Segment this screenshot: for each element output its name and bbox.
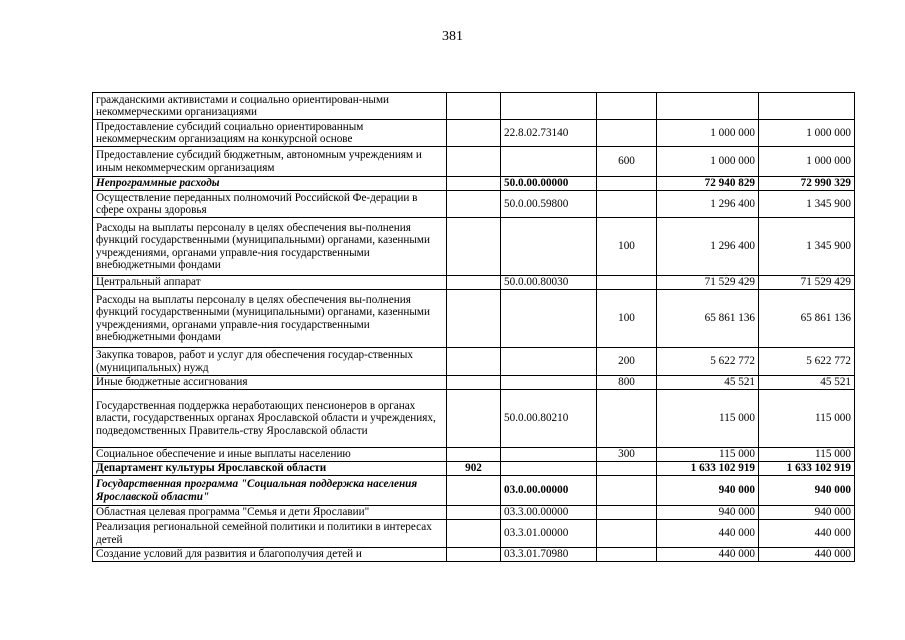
dept-code-cell xyxy=(447,448,501,462)
dept-code-cell xyxy=(447,147,501,177)
amount-year2-cell: 440 000 xyxy=(759,548,855,562)
expense-kind-cell xyxy=(597,177,657,191)
expense-kind-cell xyxy=(597,462,657,476)
expense-kind-cell: 100 xyxy=(597,218,657,276)
table-row xyxy=(93,93,855,120)
target-article-cell: 03.3.01.00000 xyxy=(501,520,597,548)
expense-kind-cell xyxy=(597,276,657,290)
amount-year1-cell: 115 000 xyxy=(657,448,759,462)
amount-year1-cell xyxy=(657,93,759,120)
amount-year2-cell: 940 000 xyxy=(759,476,855,506)
table-row xyxy=(93,147,855,177)
budget-table xyxy=(92,92,855,562)
amount-year1-cell: 65 861 136 xyxy=(657,290,759,348)
expense-kind-cell: 800 xyxy=(597,376,657,390)
amount-year1-cell: 940 000 xyxy=(657,476,759,506)
amount-year2-cell: 71 529 429 xyxy=(759,276,855,290)
target-article-cell: 50.0.00.00000 xyxy=(501,177,597,191)
expense-kind-cell: 300 xyxy=(597,448,657,462)
expense-kind-cell xyxy=(597,390,657,448)
expense-kind-cell xyxy=(597,548,657,562)
amount-year2-cell: 65 861 136 xyxy=(759,290,855,348)
item-name-cell: Осуществление переданных полномочий Российской Фе-дерации в сфере охраны здоровья xyxy=(93,191,447,218)
dept-code-cell xyxy=(447,218,501,276)
table-row xyxy=(93,520,855,548)
item-name-cell: Расходы на выплаты персоналу в целях обеспечения вы-полнения функций государственными (муниципальными) органами, казенными учреждениями, органами управле-ния государственными внебюджетными фондами xyxy=(93,218,447,276)
amount-year1-cell: 1 296 400 xyxy=(657,218,759,276)
expense-kind-cell: 200 xyxy=(597,348,657,376)
target-article-cell xyxy=(501,147,597,177)
target-article-cell xyxy=(501,218,597,276)
amount-year1-cell: 1 000 000 xyxy=(657,120,759,147)
target-article-cell xyxy=(501,348,597,376)
amount-year2-cell: 440 000 xyxy=(759,520,855,548)
item-name-cell: Государственная поддержка неработающих пенсионеров в органах власти, государственных органах Ярославской области и учреждениях, подведомственных Правитель-ству Ярославской области xyxy=(93,390,447,448)
table-row xyxy=(93,506,855,520)
amount-year2-cell: 1 000 000 xyxy=(759,120,855,147)
dept-code-cell xyxy=(447,506,501,520)
amount-year2-cell: 1 345 900 xyxy=(759,218,855,276)
amount-year2-cell: 45 521 xyxy=(759,376,855,390)
dept-code-cell xyxy=(447,390,501,448)
dept-code-cell xyxy=(447,276,501,290)
amount-year1-cell: 1 633 102 919 xyxy=(657,462,759,476)
target-article-cell xyxy=(501,448,597,462)
dept-code-cell xyxy=(447,348,501,376)
target-article-cell: 50.0.00.80030 xyxy=(501,276,597,290)
table-row xyxy=(93,462,855,476)
item-name-cell: Непрограммные расходы xyxy=(93,177,447,191)
item-name-cell: Социальное обеспечение и иные выплаты населению xyxy=(93,448,447,462)
amount-year2-cell: 1 000 000 xyxy=(759,147,855,177)
target-article-cell xyxy=(501,462,597,476)
amount-year1-cell: 5 622 772 xyxy=(657,348,759,376)
table-row xyxy=(93,348,855,376)
table-row xyxy=(93,548,855,562)
target-article-cell xyxy=(501,290,597,348)
target-article-cell: 03.3.00.00000 xyxy=(501,506,597,520)
target-article-cell: 50.0.00.59800 xyxy=(501,191,597,218)
amount-year1-cell: 45 521 xyxy=(657,376,759,390)
item-name-cell: Предоставление субсидий социально ориентированным некоммерческим организациям на конкурсной основе xyxy=(93,120,447,147)
dept-code-cell xyxy=(447,476,501,506)
amount-year1-cell: 440 000 xyxy=(657,520,759,548)
item-name-cell: Центральный аппарат xyxy=(93,276,447,290)
target-article-cell: 22.8.02.73140 xyxy=(501,120,597,147)
page-number: 381 xyxy=(442,29,463,44)
item-name-cell: Предоставление субсидий бюджетным, автономным учреждениям и иным некоммерческим организациям xyxy=(93,147,447,177)
amount-year1-cell: 72 940 829 xyxy=(657,177,759,191)
dept-code-cell xyxy=(447,177,501,191)
amount-year2-cell: 940 000 xyxy=(759,506,855,520)
table-row xyxy=(93,390,855,448)
table-row xyxy=(93,177,855,191)
dept-code-cell xyxy=(447,290,501,348)
amount-year1-cell: 71 529 429 xyxy=(657,276,759,290)
expense-kind-cell xyxy=(597,520,657,548)
item-name-cell: Реализация региональной семейной политики и политики в интересах детей xyxy=(93,520,447,548)
amount-year1-cell: 440 000 xyxy=(657,548,759,562)
dept-code-cell xyxy=(447,520,501,548)
amount-year2-cell: 115 000 xyxy=(759,448,855,462)
table-row xyxy=(93,218,855,276)
amount-year1-cell: 115 000 xyxy=(657,390,759,448)
item-name-cell: Иные бюджетные ассигнования xyxy=(93,376,447,390)
expense-kind-cell: 600 xyxy=(597,147,657,177)
expense-kind-cell xyxy=(597,93,657,120)
expense-kind-cell xyxy=(597,120,657,147)
item-name-cell: Департамент культуры Ярославской области xyxy=(93,462,447,476)
item-name-cell: Областная целевая программа "Семья и дети Ярославии" xyxy=(93,506,447,520)
table-row xyxy=(93,191,855,218)
dept-code-cell xyxy=(447,191,501,218)
amount-year2-cell: 1 345 900 xyxy=(759,191,855,218)
expense-kind-cell: 100 xyxy=(597,290,657,348)
item-name-cell: Закупка товаров, работ и услуг для обеспечения государ-ственных (муниципальных) нужд xyxy=(93,348,447,376)
table-row xyxy=(93,376,855,390)
amount-year2-cell: 5 622 772 xyxy=(759,348,855,376)
amount-year1-cell: 940 000 xyxy=(657,506,759,520)
amount-year1-cell: 1 296 400 xyxy=(657,191,759,218)
budget-table-body xyxy=(93,93,855,562)
target-article-cell: 50.0.00.80210 xyxy=(501,390,597,448)
expense-kind-cell xyxy=(597,191,657,218)
item-name-cell: Создание условий для развития и благополучия детей и xyxy=(93,548,447,562)
expense-kind-cell xyxy=(597,476,657,506)
dept-code-cell xyxy=(447,548,501,562)
dept-code-cell xyxy=(447,376,501,390)
item-name-cell: Расходы на выплаты персоналу в целях обеспечения вы-полнения функций государственными (муниципальными) органами, казенными учреждениями, органами управле-ния государственными внебюджетными фондами xyxy=(93,290,447,348)
table-row xyxy=(93,448,855,462)
item-name-cell: гражданскими активистами и социально ориентирован-ными некоммерческими организациями xyxy=(93,93,447,120)
amount-year2-cell: 115 000 xyxy=(759,390,855,448)
dept-code-cell xyxy=(447,120,501,147)
amount-year2-cell: 1 633 102 919 xyxy=(759,462,855,476)
target-article-cell: 03.3.01.70980 xyxy=(501,548,597,562)
expense-kind-cell xyxy=(597,506,657,520)
amount-year2-cell xyxy=(759,93,855,120)
table-row xyxy=(93,290,855,348)
dept-code-cell: 902 xyxy=(447,462,501,476)
amount-year2-cell: 72 990 329 xyxy=(759,177,855,191)
amount-year1-cell: 1 000 000 xyxy=(657,147,759,177)
table-row xyxy=(93,476,855,506)
item-name-cell: Государственная программа "Социальная поддержка населения Ярославской области" xyxy=(93,476,447,506)
table-row xyxy=(93,276,855,290)
table-row xyxy=(93,120,855,147)
target-article-cell xyxy=(501,93,597,120)
target-article-cell: 03.0.00.00000 xyxy=(501,476,597,506)
target-article-cell xyxy=(501,376,597,390)
dept-code-cell xyxy=(447,93,501,120)
